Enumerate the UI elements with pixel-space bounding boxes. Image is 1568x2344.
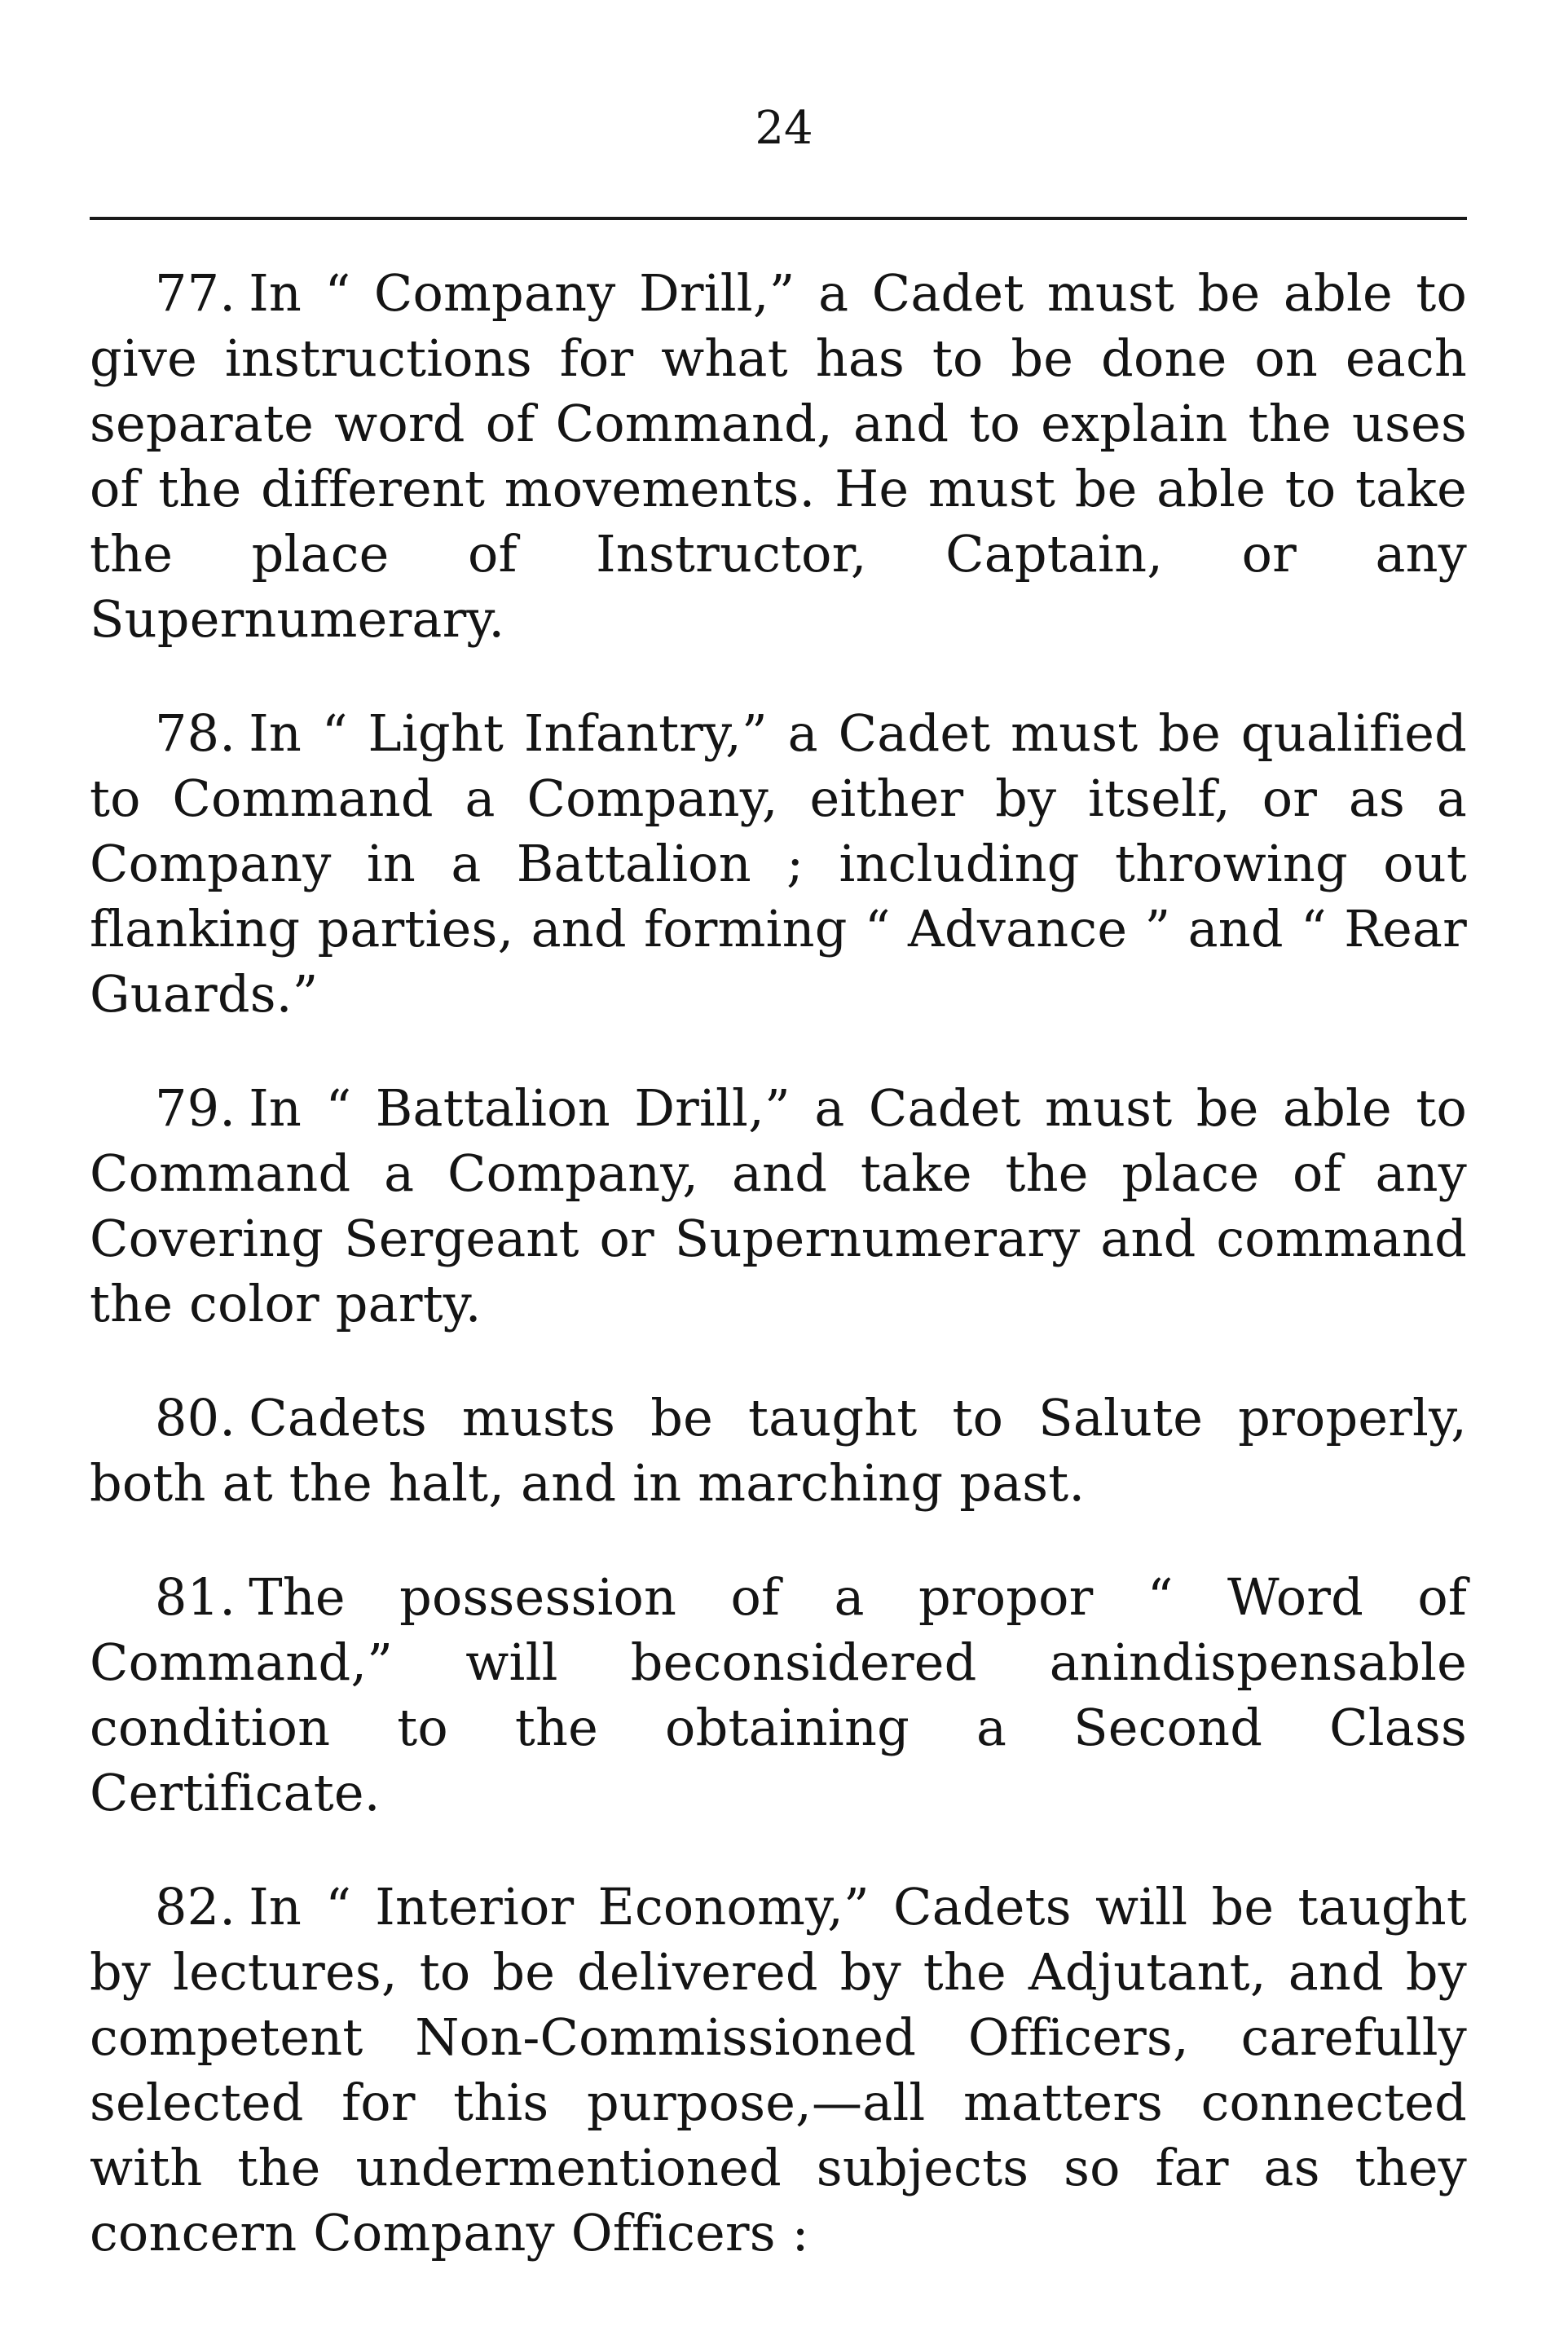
paragraph-number: 82. xyxy=(155,1877,236,1936)
paragraph-number: 79. xyxy=(155,1078,236,1138)
paragraph-text: In “ Battalion Drill,” a Cadet must be able to Command a Company, and take the place of any Covering Sergeant or Supernumerary and command the color party. xyxy=(90,1078,1467,1333)
paragraph-number: 78. xyxy=(155,703,236,763)
paragraph-number: 81. xyxy=(155,1567,236,1627)
page-number: 24 xyxy=(755,102,813,155)
paragraph-82 xyxy=(90,1875,1467,2266)
paragraph-text: In “ Light Infantry,” a Cadet must be qualified to Command a Company, either by itself, or as a Company in a Battalion ; including throwing out flanking parties, and forming “ Advance ” and “ Rear Guards.” xyxy=(90,703,1467,1024)
paragraph-78 xyxy=(90,701,1467,1027)
paragraph-77 xyxy=(90,261,1467,652)
paragraph-text: The possession of a propor “ Word of Command,” will beconsidered anindispensable condition to the obtaining a Second Class Certificate. xyxy=(90,1567,1467,1822)
paragraph-81 xyxy=(90,1565,1467,1826)
paragraph-text: In “ Company Drill,” a Cadet must be able to give instructions for what has to be done on each separate word of Command, and to explain the uses of the different movements. He must be able to take the place of Instructor, Captain, or any Supernumerary. xyxy=(90,263,1467,649)
paragraph-number: 80. xyxy=(155,1388,236,1447)
paragraph-80 xyxy=(90,1386,1467,1516)
paragraph-text: In “ Interior Economy,” Cadets will be taught by lectures, to be delivered by the Adjutant, and by competent Non-Commissioned Officers, carefully selected for this purpose,—all matters connected with the undermentioned subjects so far as they concern Company Officers : xyxy=(90,1877,1467,2262)
paragraph-number: 77. xyxy=(155,263,236,323)
body-text xyxy=(90,261,1467,2315)
paragraph-79 xyxy=(90,1076,1467,1337)
header-rule xyxy=(90,217,1467,220)
paragraph-text: Cadets musts be taught to Salute properly, both at the halt, and in marching past. xyxy=(90,1388,1467,1513)
